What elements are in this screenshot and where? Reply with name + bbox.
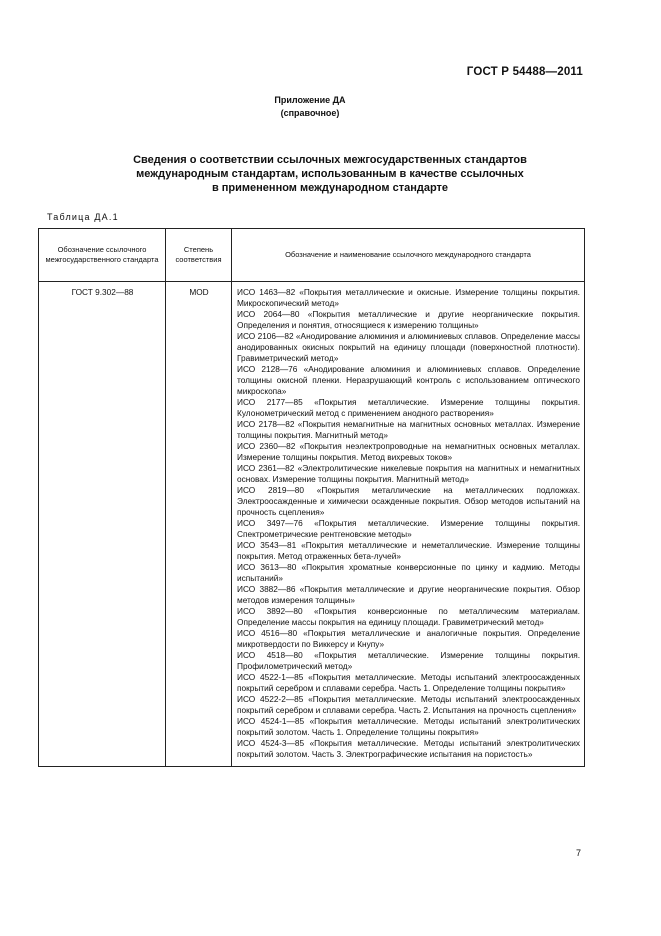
- document-title: [40, 153, 620, 195]
- reference-entry: ИСО 4524-1—85 «Покрытия металлические. Методы испытаний электролитических покрытий золотом. Часть 1. Определение толщины покрытия»: [237, 716, 580, 737]
- cell-references: [232, 282, 585, 767]
- appendix-title: Приложение ДА: [274, 95, 346, 105]
- column-header-standard: Обозначение ссылочного межгосударственного стандарта: [39, 229, 166, 282]
- reference-entry: ИСО 4522-1—85 «Покрытия металлические. Методы испытаний электроосажденных покрытий серебром и сплавами серебра. Часть 1. Определение толщины покрытия»: [237, 672, 580, 693]
- table-row: [39, 282, 585, 767]
- page-number: 7: [576, 848, 582, 858]
- reference-entry: ИСО 2106—82 «Анодирование алюминия и алюминиевых сплавов. Определение массы анодированных окисных покрытий на единицу площади (поверхностной плотности). Гравиметрический метод»: [237, 331, 580, 363]
- cell-degree: MOD: [166, 282, 232, 767]
- reference-entry: ИСО 3543—81 «Покрытия металлические и неметаллические. Измерение толщины покрытия. Метод отраженных бета-лучей»: [237, 540, 580, 561]
- reference-entry: ИСО 2178—82 «Покрытия немагнитные на магнитных основных металлах. Измерение толщины покрытия. Магнитный метод»: [237, 419, 580, 440]
- reference-entry: ИСО 4522-2—85 «Покрытия металлические. Методы испытаний электроосажденных покрытий серебром и сплавами серебра. Часть 2. Испытания на прочность сцепления»: [237, 694, 580, 715]
- reference-entry: ИСО 2819—80 «Покрытия металлические на металлических подложках. Электроосажденные и химически осажденные покрытия. Обзор методов испытаний на прочность сцепления»: [237, 485, 580, 517]
- reference-entry: ИСО 2360—82 «Покрытия неэлектропроводные на немагнитных основных металлах. Измерение толщины покрытия. Метод вихревых токов»: [237, 441, 580, 462]
- cell-standard: ГОСТ 9.302—88: [39, 282, 166, 767]
- document-title-line: международным стандартам, использованным в качестве ссылочных: [136, 168, 524, 180]
- reference-entry: ИСО 2128—76 «Анодирование алюминия и алюминиевых сплавов. Определение толщины окисной пленки. Неразрушающий контроль с использованием оптического микроскопа»: [237, 364, 580, 396]
- reference-entry: ИСО 4516—80 «Покрытия металлические и аналогичные покрытия. Определение микротвердости по Виккерсу и Кнупу»: [237, 628, 580, 649]
- table-caption: Таблица ДА.1: [47, 212, 119, 222]
- reference-entry: ИСО 2064—80 «Покрытия металлические и другие неорганические покрытия. Определения и понятия, относящиеся к измерению толщины»: [237, 309, 580, 330]
- reference-entry: ИСО 4518—80 «Покрытия металлические. Измерение толщины покрытия. Профилометрический метод»: [237, 650, 580, 671]
- document-title-line: Сведения о соответствии ссылочных межгосударственных стандартов: [133, 154, 527, 166]
- document-title-line: в примененном международном стандарте: [211, 182, 449, 194]
- appendix-subtitle: (справочное): [280, 108, 340, 118]
- reference-entry: ИСО 2361—82 «Электролитические никелевые покрытия на магнитных и немагнитных основах. Измерение толщины покрытия. Магнитный метод»: [237, 463, 580, 484]
- reference-entry: ИСО 2177—85 «Покрытия металлические. Измерение толщины покрытия. Кулонометрический метод с применением анодного растворения»: [237, 397, 580, 418]
- reference-entry: ИСО 3882—86 «Покрытия металлические и другие неорганические покрытия. Обзор методов измерения толщины»: [237, 584, 580, 605]
- reference-entry: ИСО 4524-3—85 «Покрытия металлические. Методы испытаний электролитических покрытий золотом. Часть 3. Электрографические испытания на пористость»: [237, 738, 580, 759]
- column-header-international: Обозначение и наименование ссылочного международного стандарта: [232, 229, 585, 282]
- correspondence-table: [38, 228, 585, 767]
- table-header-row: [39, 229, 585, 282]
- reference-entry: ИСО 3497—76 «Покрытия металлические. Измерение толщины покрытия. Спектрометрические рентгеновские методы»: [237, 518, 580, 539]
- reference-entry: ИСО 3892—80 «Покрытия конверсионные по металлическим материалам. Определение массы покрытия на единицу площади. Гравиметрический метод»: [237, 606, 580, 627]
- appendix-heading: [0, 94, 620, 120]
- reference-entry: ИСО 1463—82 «Покрытия металлические и окисные. Измерение толщины покрытия. Микроскопический метод»: [237, 287, 580, 308]
- document-code: ГОСТ Р 54488—2011: [466, 66, 583, 78]
- reference-entry: ИСО 3613—80 «Покрытия хроматные конверсионные по цинку и кадмию. Методы испытаний»: [237, 562, 580, 583]
- column-header-degree: Степень соответствия: [166, 229, 232, 282]
